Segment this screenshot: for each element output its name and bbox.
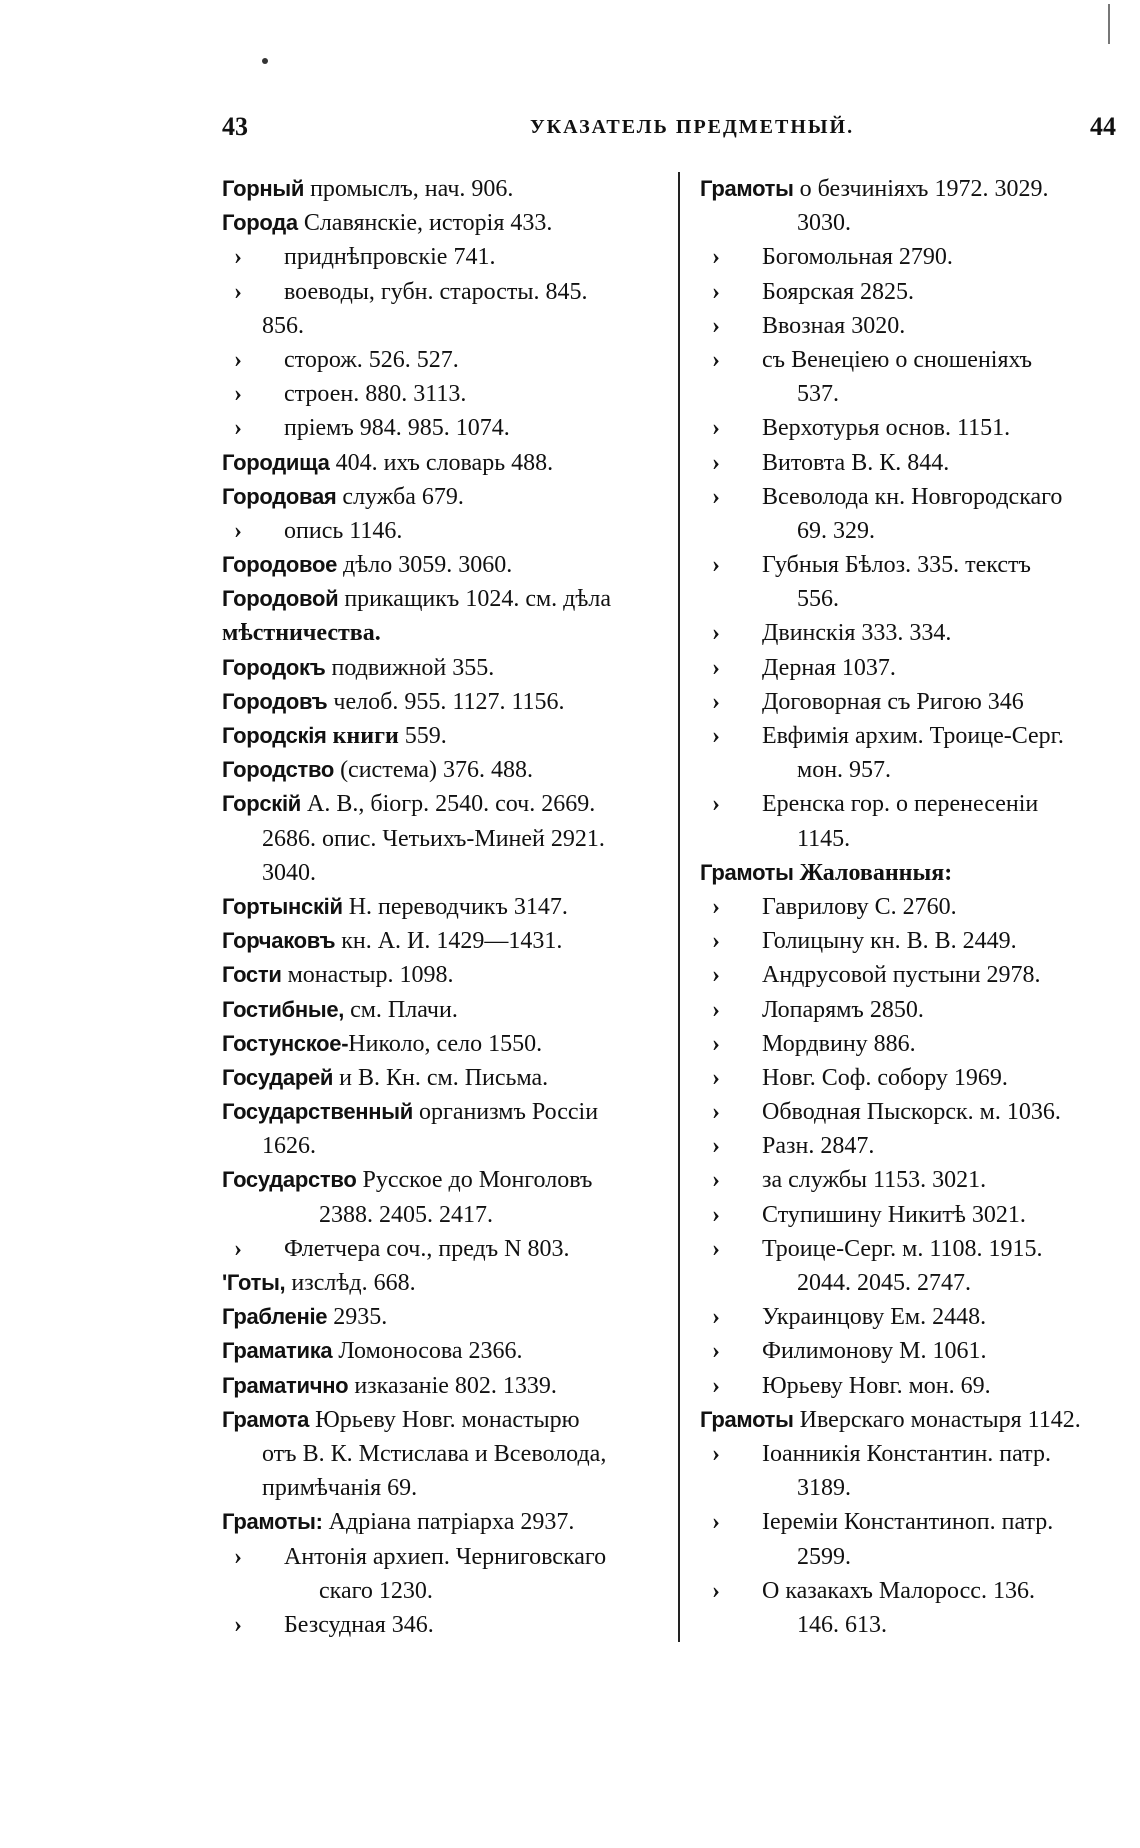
index-entry xyxy=(700,206,1120,240)
entry-text: Филимонову М. 1061. xyxy=(762,1338,987,1365)
index-entry xyxy=(700,1334,1120,1368)
entry-headword: Гостунское- xyxy=(222,1030,349,1056)
index-entry xyxy=(700,480,1120,514)
entry-text: прикащикъ 1024. см. дѣла xyxy=(338,586,612,613)
entry-continuation: 3040. xyxy=(262,859,316,886)
entry-text: О казакахъ Малоросс. 136. xyxy=(762,1577,1035,1604)
ditto-marker: › xyxy=(712,1440,720,1467)
index-entry xyxy=(222,616,662,650)
ditto-marker: › xyxy=(234,517,242,544)
ditto-marker: › xyxy=(712,1030,720,1057)
entry-continuation: 2044. 2045. 2747. xyxy=(797,1270,971,1296)
entry-headword: Грабленіе xyxy=(222,1304,328,1330)
entry-headword: Городовой xyxy=(222,586,339,612)
entry-continuation: 2599. xyxy=(797,1543,851,1570)
entry-text: Украинцову Ем. 2448. xyxy=(762,1304,987,1331)
index-entry xyxy=(700,1027,1120,1061)
entry-text: см. Плачи. xyxy=(344,996,458,1023)
index-entry xyxy=(700,1471,1120,1505)
ditto-marker: › xyxy=(712,1304,720,1331)
index-entry xyxy=(700,1608,1120,1642)
index-entry xyxy=(222,1095,662,1129)
entry-text: Голицыну кн. В. В. 2449. xyxy=(762,928,1017,955)
entry-headword: Городскія xyxy=(222,723,327,748)
ditto-marker: › xyxy=(712,312,720,339)
ditto-marker: › xyxy=(712,962,720,989)
entry-continuation: 3030. xyxy=(797,210,851,237)
index-entry xyxy=(222,1163,662,1197)
entry-headword: Города xyxy=(222,210,298,236)
entry-headword: Грамоты: xyxy=(222,1509,323,1535)
entry-headword: Гостибные, xyxy=(222,996,345,1022)
index-entry xyxy=(222,1300,662,1334)
index-entry xyxy=(222,1437,662,1471)
entry-text: Адріана патріарха 2937. xyxy=(322,1509,575,1536)
entry-text: Верхотурья основ. 1151. xyxy=(762,415,1011,442)
ditto-marker: › xyxy=(234,278,242,305)
entry-headword: Государство xyxy=(222,1167,357,1193)
entry-headword: Гости xyxy=(222,962,282,988)
index-entry xyxy=(700,1437,1120,1471)
index-entry xyxy=(700,1300,1120,1334)
entry-text: Славянскіе, исторія 433. xyxy=(297,210,553,237)
ditto-marker: › xyxy=(234,1235,242,1262)
index-entry xyxy=(700,719,1120,753)
ditto-marker: › xyxy=(712,1372,720,1399)
entry-text: о безчиніяхъ 1972. 3029. xyxy=(793,176,1049,202)
entry-text: дѣло 3059. 3060. xyxy=(337,552,513,579)
ditto-marker: › xyxy=(712,893,720,920)
entry-text: за службы 1153. 3021. xyxy=(762,1167,987,1194)
entry-continuation: 146. 613. xyxy=(797,1611,887,1638)
index-entry xyxy=(700,1266,1120,1300)
entry-text: изслѣд. 668. xyxy=(285,1270,416,1296)
ditto-marker: › xyxy=(712,346,720,373)
ditto-marker: › xyxy=(712,552,720,579)
index-entry xyxy=(700,275,1120,309)
index-entry xyxy=(700,1095,1120,1129)
index-entry xyxy=(700,1198,1120,1232)
entry-text: Обводная Пыскорск. м. 1036. xyxy=(762,1099,1061,1126)
entry-text: А. В., біогр. 2540. соч. 2669. xyxy=(301,791,596,818)
index-entry xyxy=(700,753,1120,787)
entry-text: 559. xyxy=(398,723,447,749)
index-entry xyxy=(222,856,662,890)
ditto-marker: › xyxy=(712,1338,720,1365)
ditto-marker: › xyxy=(712,1167,720,1194)
entry-text: кн. А. И. 1429—1431. xyxy=(335,928,563,955)
entry-text: 2935. xyxy=(327,1304,388,1331)
index-entry xyxy=(222,651,662,685)
entry-text: Безсудная 346. xyxy=(284,1611,434,1638)
ditto-marker: › xyxy=(712,1509,720,1536)
entry-text: Разн. 2847. xyxy=(762,1133,875,1160)
entry-text: воеводы, губн. старосты. 845. xyxy=(284,278,588,305)
index-entry xyxy=(222,1540,662,1574)
entry-text: Троице-Серг. м. 1108. 1915. xyxy=(762,1235,1043,1262)
entry-text: Ломоносова 2366. xyxy=(332,1338,523,1365)
entry-headword: Городство xyxy=(222,757,335,783)
ditto-marker: › xyxy=(234,1611,242,1638)
entry-text: Іереміи Константиноп. патр. xyxy=(762,1509,1054,1536)
entry-bold-text: Жалованныя: xyxy=(793,859,953,886)
entry-continuation: примѣчанія 69. xyxy=(262,1475,418,1502)
index-entry xyxy=(222,993,662,1027)
entry-continuation: 1145. xyxy=(797,825,851,852)
entry-text: сторож. 526. 527. xyxy=(284,346,459,373)
ditto-marker: › xyxy=(234,415,242,442)
index-entry xyxy=(222,514,662,548)
index-entry xyxy=(222,548,662,582)
ditto-marker: › xyxy=(712,996,720,1023)
entry-headword: Граматично xyxy=(222,1372,349,1398)
ditto-marker: › xyxy=(234,244,242,271)
ditto-marker: › xyxy=(712,928,720,955)
index-entry xyxy=(222,1266,662,1300)
index-entry xyxy=(222,172,662,206)
entry-text: Иверскаго монастыря 1142. xyxy=(793,1406,1081,1433)
entry-bold-text: мѣстничества. xyxy=(222,620,381,647)
ditto-marker: › xyxy=(712,483,720,510)
index-entry xyxy=(700,993,1120,1027)
entry-text: подвижной 355. xyxy=(325,654,495,681)
entry-text: Флетчера соч., предъ N 803. xyxy=(284,1235,570,1262)
entry-text: съ Венеціею о сношеніяхъ xyxy=(762,346,1032,373)
index-entry xyxy=(700,1574,1120,1608)
entry-text: Ступишину Никитѣ 3021. xyxy=(762,1201,1026,1228)
entry-text: пріемъ 984. 985. 1074. xyxy=(284,415,510,442)
ditto-marker: › xyxy=(712,415,720,442)
entry-text: Юрьеву Новг. монастырю xyxy=(309,1406,580,1433)
ditto-marker: › xyxy=(712,723,720,749)
entry-text: Богомольная 2790. xyxy=(762,244,953,271)
index-entry xyxy=(700,856,1120,890)
index-entry xyxy=(222,1027,662,1061)
entry-continuation: 2686. опис. Четьихъ-Миней 2921. xyxy=(262,825,605,852)
entry-text: Н. переводчикъ 3147. xyxy=(342,893,568,920)
entry-text: Новг. Соф. собору 1969. xyxy=(762,1064,1008,1091)
ditto-marker: › xyxy=(712,1201,720,1228)
entry-text: (система) 376. 488. xyxy=(334,757,534,784)
ink-speck xyxy=(262,58,268,64)
index-entry xyxy=(222,377,662,411)
index-entry xyxy=(700,240,1120,274)
page-number-left: 43 xyxy=(222,112,248,141)
entry-headword: Горскій xyxy=(222,791,302,817)
index-entry xyxy=(700,548,1120,582)
ditto-marker: › xyxy=(712,278,720,305)
entry-headword: Городокъ xyxy=(222,654,326,680)
ditto-marker: › xyxy=(234,346,242,373)
ditto-marker: › xyxy=(712,1133,720,1160)
entry-headword: Городовая xyxy=(222,483,337,509)
page-edge-mark xyxy=(1108,4,1110,44)
entry-text: и В. Кн. см. Письма. xyxy=(333,1064,549,1091)
index-entry xyxy=(700,685,1120,719)
entry-text: Договорная съ Ригою 346 xyxy=(762,688,1024,715)
entry-text: Гаврилову С. 2760. xyxy=(762,893,957,920)
entry-continuation: 2388. 2405. 2417. xyxy=(319,1201,493,1228)
entry-text: Двинскія 333. 334. xyxy=(762,620,952,647)
ditto-marker: › xyxy=(712,244,720,271)
index-entry xyxy=(222,1574,662,1608)
index-entry xyxy=(222,1129,662,1163)
index-entry xyxy=(222,275,662,309)
entry-text: Русское до Монголовъ xyxy=(356,1167,593,1194)
entry-text: Боярская 2825. xyxy=(762,278,915,305)
entry-text: Всеволода кн. Новгородскаго xyxy=(762,483,1063,510)
index-entry xyxy=(700,309,1120,343)
entry-text: монастыр. 1098. xyxy=(281,962,454,989)
ditto-marker: › xyxy=(712,654,720,681)
entry-text: Губныя Бѣлоз. 335. текстъ xyxy=(762,552,1031,579)
index-entry xyxy=(222,1608,662,1642)
entry-continuation: 3189. xyxy=(797,1475,851,1502)
index-entry xyxy=(700,924,1120,958)
entry-headword: 'Готы, xyxy=(222,1270,286,1295)
index-entry xyxy=(222,1198,662,1232)
entry-continuation: 556. xyxy=(797,586,839,613)
index-entry xyxy=(222,1334,662,1368)
ditto-marker: › xyxy=(712,1577,720,1604)
entry-headword: Городовъ xyxy=(222,688,328,714)
index-entry xyxy=(700,1163,1120,1197)
index-entry xyxy=(222,1403,662,1437)
entry-headword: Грамота xyxy=(222,1406,310,1432)
index-column-right xyxy=(700,172,1120,1642)
index-entry xyxy=(222,787,662,821)
entry-text: 404. ихъ словарь 488. xyxy=(329,449,554,476)
entry-text: строен. 880. 3113. xyxy=(284,381,467,408)
entry-continuation: 1626. xyxy=(262,1133,316,1160)
index-entry xyxy=(222,958,662,992)
entry-continuation: отъ В. К. Мстислава и Всеволода, xyxy=(262,1440,607,1467)
index-entry xyxy=(700,890,1120,924)
index-entry xyxy=(222,822,662,856)
index-entry xyxy=(222,1232,662,1266)
index-entry xyxy=(700,787,1120,821)
index-entry xyxy=(222,1369,662,1403)
entry-headword: Горный xyxy=(222,176,305,201)
entry-text: Витовта В. К. 844. xyxy=(762,449,950,476)
entry-text: приднѣпровскіе 741. xyxy=(284,244,496,271)
index-entry xyxy=(222,719,662,753)
entry-text: Ввозная 3020. xyxy=(762,312,906,339)
index-entry xyxy=(700,1129,1120,1163)
index-entry xyxy=(700,172,1120,206)
index-entry xyxy=(700,514,1120,548)
entry-headword: Горчаковъ xyxy=(222,928,336,954)
entry-continuation: скаго 1230. xyxy=(319,1577,433,1604)
page-number-right: 44 xyxy=(1090,112,1116,141)
ditto-marker: › xyxy=(712,449,720,476)
entry-bold-text: книги xyxy=(326,723,399,749)
page-header xyxy=(222,112,1122,146)
index-entry xyxy=(222,343,662,377)
index-entry xyxy=(222,582,662,616)
index-entry xyxy=(222,309,662,343)
entry-text: Евфимія архим. Троице-Серг. xyxy=(762,723,1064,749)
ditto-marker: › xyxy=(712,688,720,715)
ditto-marker: › xyxy=(712,620,720,647)
index-entry xyxy=(700,343,1120,377)
entry-headword: Государственный xyxy=(222,1099,413,1125)
entry-text: челоб. 955. 1127. 1156. xyxy=(327,688,565,715)
index-entry xyxy=(700,958,1120,992)
index-entry xyxy=(700,1369,1120,1403)
entry-text: Лопарямъ 2850. xyxy=(762,996,924,1023)
index-entry xyxy=(222,446,662,480)
entry-continuation: 856. xyxy=(262,312,304,339)
ditto-marker: › xyxy=(234,381,242,408)
index-entry xyxy=(222,1471,662,1505)
index-entry xyxy=(700,1505,1120,1539)
ditto-marker: › xyxy=(712,791,720,818)
entry-continuation: мон. 957. xyxy=(797,757,892,784)
entry-text: Николо, село 1550. xyxy=(348,1030,543,1057)
entry-text: Іоанникія Константин. патр. xyxy=(762,1440,1051,1467)
index-entry xyxy=(222,240,662,274)
index-entry xyxy=(700,651,1120,685)
entry-headword: Гортынскій xyxy=(222,893,343,919)
index-column-left xyxy=(222,172,662,1642)
column-divider xyxy=(678,172,680,1642)
index-entry xyxy=(222,753,662,787)
index-entry xyxy=(700,1232,1120,1266)
index-entry xyxy=(700,411,1120,445)
entry-continuation: 537. xyxy=(797,381,839,408)
index-entry xyxy=(700,1403,1120,1437)
entry-text: Антонія архиеп. Черниговскаго xyxy=(284,1543,607,1570)
ditto-marker: › xyxy=(712,1099,720,1126)
entry-headword: Грамоты xyxy=(700,1406,794,1432)
entry-text: организмъ Россіи xyxy=(412,1099,599,1126)
ditto-marker: › xyxy=(712,1064,720,1091)
entry-headword: Граматика xyxy=(222,1338,333,1364)
index-entry xyxy=(700,377,1120,411)
index-entry xyxy=(700,582,1120,616)
index-entry xyxy=(700,822,1120,856)
index-entry xyxy=(700,1540,1120,1574)
index-entry xyxy=(700,616,1120,650)
ditto-marker: › xyxy=(234,1543,242,1570)
entry-text: опись 1146. xyxy=(284,517,403,544)
index-entry xyxy=(222,924,662,958)
entry-headword: Грамоты xyxy=(700,859,794,885)
entry-text: Юрьеву Новг. мон. 69. xyxy=(762,1372,991,1399)
index-entry xyxy=(222,685,662,719)
index-entry xyxy=(222,411,662,445)
entry-headword: Городовое xyxy=(222,552,338,578)
entry-headword: Грамоты xyxy=(700,176,794,201)
entry-headword: Государей xyxy=(222,1064,334,1090)
index-entry xyxy=(222,206,662,240)
running-title: УКАЗАТЕЛЬ ПРЕДМЕТНЫЙ. xyxy=(530,116,855,138)
entry-text: Дерная 1037. xyxy=(762,654,896,681)
index-entry xyxy=(222,890,662,924)
entry-text: Еренска гор. о перенесеніи xyxy=(762,791,1039,818)
index-entry xyxy=(222,1061,662,1095)
entry-continuation: 69. 329. xyxy=(797,517,875,544)
index-entry xyxy=(700,1061,1120,1095)
entry-text: изказаніе 802. 1339. xyxy=(348,1372,557,1399)
entry-text: Андрусовой пустыни 2978. xyxy=(762,962,1041,989)
index-entry xyxy=(222,1505,662,1539)
index-entry xyxy=(700,446,1120,480)
entry-text: служба 679. xyxy=(336,483,464,510)
index-entry xyxy=(222,480,662,514)
ditto-marker: › xyxy=(712,1235,720,1262)
entry-headword: Городища xyxy=(222,449,330,475)
entry-text: Мордвину 886. xyxy=(762,1030,916,1057)
entry-text: промыслъ, нач. 906. xyxy=(304,176,514,202)
